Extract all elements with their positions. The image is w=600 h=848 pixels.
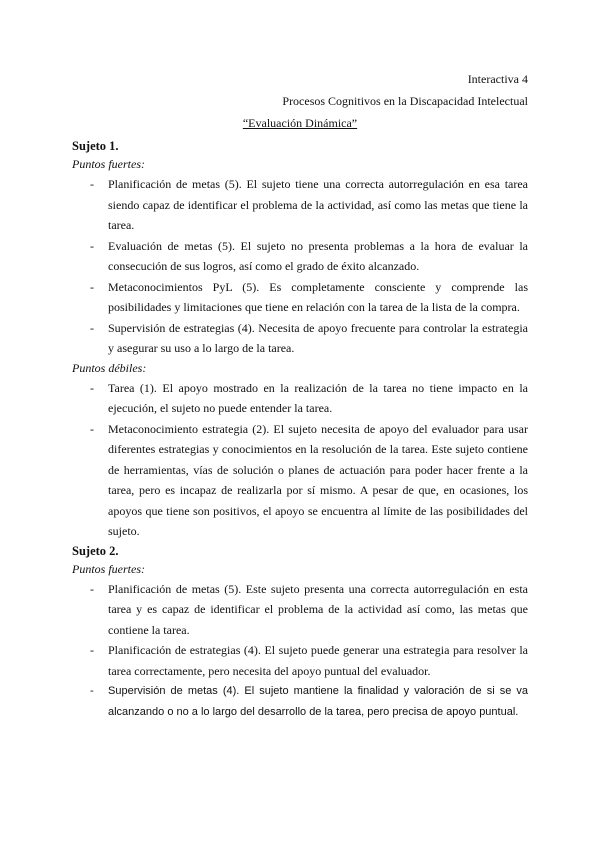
subject-2-strengths-label: Puntos fuertes: <box>72 561 145 576</box>
document-body <box>72 137 528 722</box>
list-item <box>72 277 528 318</box>
subject-1-weaknesses-list <box>72 378 528 542</box>
list-item-text: Planificación de metas (5). Este sujeto presenta una correcta autorregulación en esta tarea y es capaz de identificar el problema de la actividad así como, las metas que contiene la tarea. <box>108 581 528 637</box>
bullet-dash: - <box>90 685 94 697</box>
header-course: Interactiva 4 <box>467 72 528 86</box>
list-item-text: Evaluación de metas (5). El sujeto no presenta problemas a la hora de evaluar la consecución de sus logros, así como el grado de éxito alcanzado. <box>108 238 528 273</box>
list-item-text: Planificación de metas (5). El sujeto tiene una correcta autorregulación en esa tarea siendo capaz de identificar el problema de la actividad, así como las metas que tiene la tarea. <box>108 177 528 232</box>
bullet-dash: - <box>90 581 94 596</box>
subject-1-title: Sujeto 1. <box>72 139 119 153</box>
subject-2-strengths-list <box>72 579 528 723</box>
header-title: “Evaluación Dinámica” <box>242 116 358 130</box>
header-subject: Procesos Cognitivos en la Discapacidad Intelectual <box>282 94 528 108</box>
bullet-dash: - <box>90 177 94 191</box>
list-item-text: Supervisión de estrategias (4). Necesita de apoyo frecuente para controlar la estrategia y asegurar su uso a lo largo de la tarea. <box>108 320 528 355</box>
subject-1-strengths-list <box>72 174 528 359</box>
list-item-text: Metaconocimiento estrategia (2). El sujeto necesita de apoyo del evaluador para usar diferentes estrategias y conocimientos en la resolución de la tarea. Este sujeto contiene de herramientas, vías de solución o planes de actuación para poder hacer frente a la tarea, pero es incapaz de realizarla por sí mismo. A pesar de que, en ocasiones, los apoyos que tiene son positivos, el apoyo se encuentra al límite de las posibilidades del sujeto. <box>108 421 528 538</box>
list-item-text: Supervisión de metas (4). El sujeto mantiene la finalidad y valoración de si se va alcanzando o no a lo largo del desarrollo de la tarea, pero precisa de apoyo puntual. <box>108 685 528 718</box>
list-item-text: Tarea (1). El apoyo mostrado en la realización de la tarea no tiene impacto en la ejecución, el sujeto no puede entender la tarea. <box>108 380 528 415</box>
subject-1-weaknesses-label: Puntos débiles: <box>72 360 147 375</box>
bullet-dash: - <box>90 421 94 436</box>
list-item <box>72 174 528 236</box>
bullet-dash: - <box>90 279 94 294</box>
list-item-text: Metaconocimientos PyL (5). Es completamente consciente y comprende las posibilidades y limitaciones que tiene en relación con la tarea de la lista de la compra. <box>108 279 528 314</box>
bullet-dash: - <box>90 238 94 253</box>
list-item <box>72 378 528 419</box>
list-item <box>72 419 528 542</box>
subject-2-title: Sujeto 2. <box>72 543 119 558</box>
list-item <box>72 579 528 641</box>
list-item <box>72 640 528 681</box>
bullet-dash: - <box>90 380 94 395</box>
list-item <box>72 681 528 722</box>
bullet-dash: - <box>90 643 94 657</box>
list-item-text: Planificación de estrategias (4). El sujeto puede generar una estrategia para resolver la tarea correctamente, pero necesita del apoyo puntual del evaluador. <box>108 643 528 678</box>
subject-1-strengths-label: Puntos fuertes: <box>72 157 145 171</box>
list-item <box>72 318 528 359</box>
bullet-dash: - <box>90 320 94 335</box>
list-item <box>72 236 528 277</box>
